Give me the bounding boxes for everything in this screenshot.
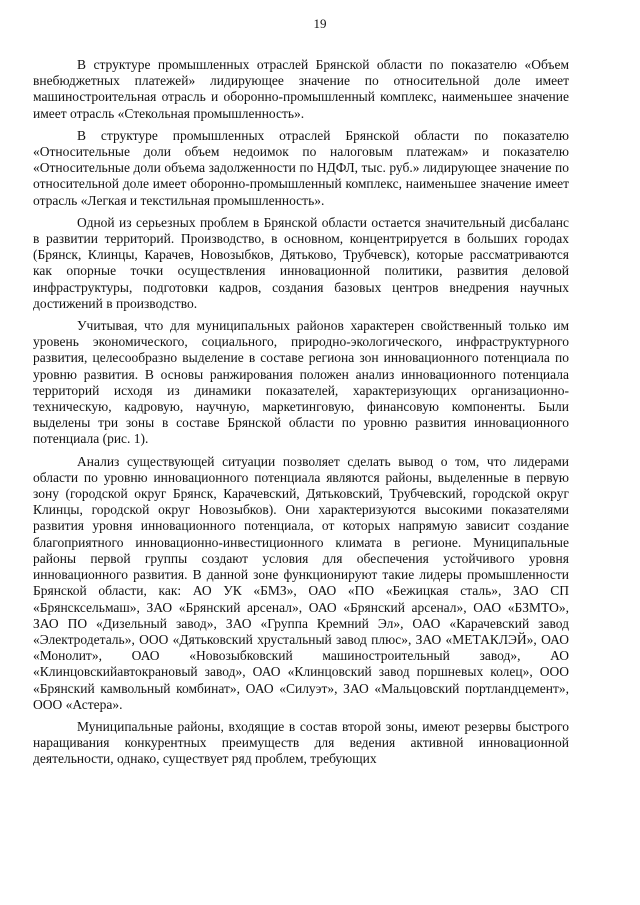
page-number: 19 <box>313 16 327 31</box>
body-text <box>33 57 569 774</box>
paragraph-6: Муниципальные районы, входящие в состав второй зоны, имеют резервы быстрого наращивания конкурентных преимуществ для ведения активной инновационной деятельности, однако, существует ряд проблем, требующих <box>33 718 569 767</box>
paragraph-5: Анализ существующей ситуации позволяет сделать вывод о том, что лидерами области по уровню инновационного потенциала являются районы, выделенные в первую зону (городской округ Брянск, Карачевский, Дятьковский, Трубчевский, городской округ Клинцы, городской округ Новозыбков). Они характеризуются высокими показателями развития уровня инновационного потенциала, от которых напрямую зависит создание благоприятного инновационно-инвестиционного климата в регионе. Муниципальные районы первой группы создают условия для обеспечения устойчивого уровня инновационного развития. В данной зоне функционируют такие лидеры промышленности Брянской области, как: АО УК «БМЗ», ОАО «ПО «Бежицкая сталь», ЗАО СП «Брянсксельмаш», ЗАО «Брянский арсенал», ОАО «Брянский арсенал», ОАО «БЗМТО», ЗАО ПО «Дизельный завод», ЗАО «Группа Кремний Эл», ОАО «Карачевский завод «Электродеталь», ООО «Дятьковский хрустальный завод плюс», ЗАО «МЕТАКЛЭЙ», ОАО «Монолит», ОАО «Новозыбковский машиностроительный завод», АО «Клинцовскийавтокрановый завод», ОАО «Клинцовский завод поршневых колец», ООО «Брянский камвольный комбинат», ОАО «Силуэт», ЗАО «Мальцовский портландцемент», ООО «Астера». <box>33 453 569 712</box>
paragraph-3: Одной из серьезных проблем в Брянской области остается значительный дисбаланс в развитии территорий. Производство, в основном, концентрируется в больших городах (Брянск, Клинцы, Карачев, Новозыбков, Дятьково, Трубчевск), которые рассматриваются как опорные точки осуществления инновационной политики, развития деловой инфраструктуры, подготовки кадров, создания базовых центров внедрения научных достижений в производство. <box>33 214 569 311</box>
paragraph-4: Учитывая, что для муниципальных районов характерен свойственный только им уровень экономического, социального, природно-экологического, инфраструктурного развития, целесообразно выделение в составе региона зон инновационного потенциала по уровню развития. В основы ранжирования положен анализ инновационного потенциала территорий исходя из динамики показателей, характеризующих организационно-техническую, кадровую, научную, маркетинговую, финансовую компоненты. Были выделены три зоны в составе Брянской области по уровню развития инновационного потенциала (рис. 1). <box>33 318 569 447</box>
paragraph-1: В структуре промышленных отраслей Брянской области по показателю «Объем внебюджетных платежей» лидирующее значение по относительной доле имеет машиностроительная отрасль и оборонно-промышленный комплекс, наименьшее значение имеет отрасль «Стекольная промышленность». <box>33 57 569 121</box>
paragraph-2: В структуре промышленных отраслей Брянской области по показателю «Относительные доли объем недоимок по налоговым платежам» и показателю «Относительные доли объема задолженности по НДФЛ, тыс. руб.» лидирующее значение по относительной доле имеет оборонно-промышленный комплекс, наименьшее значение имеет отрасль «Легкая и текстильная промышленность». <box>33 127 569 208</box>
